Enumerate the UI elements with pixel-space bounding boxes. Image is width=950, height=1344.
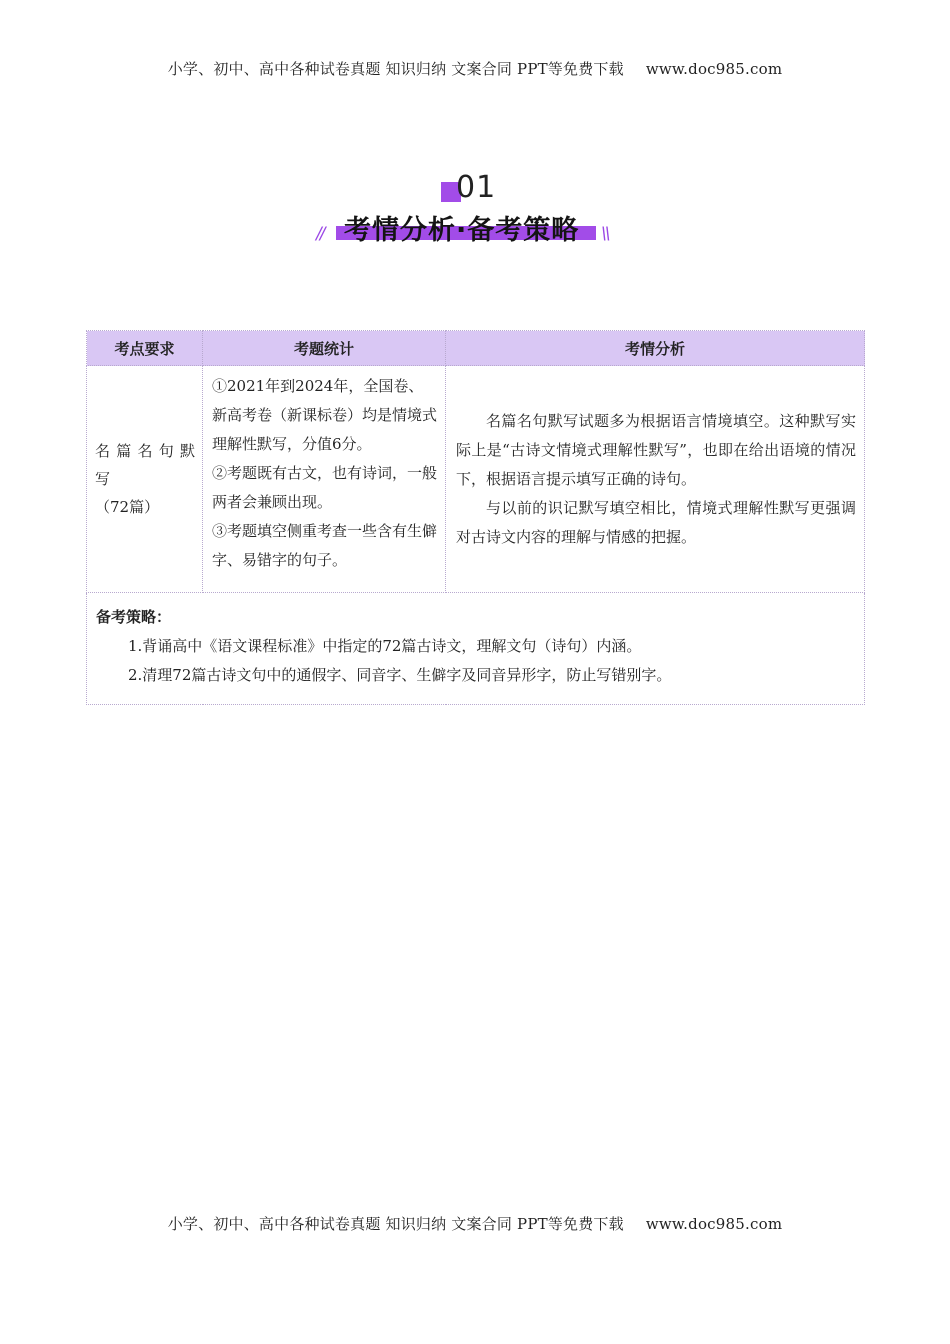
footer-url[interactable]: www.doc985.com	[645, 1215, 783, 1233]
page-header	[0, 58, 950, 79]
stat-item: ①2021年到2024年，全国卷、新高考卷（新课标卷）均是情境式理解性默写，分值6分。	[212, 377, 438, 453]
stat-item: ②考题既有古文，也有诗词，一般两者会兼顾出现。	[212, 464, 438, 511]
section-number: 01	[456, 170, 497, 205]
table-header-row	[87, 331, 865, 366]
footer-text: 小学、初中、高中各种试卷真题 知识归纳 文案合同 PPT等免费下载	[167, 1215, 624, 1233]
statistics-cell	[203, 366, 446, 593]
header-requirement: 考点要求	[87, 331, 203, 366]
table-row	[87, 366, 865, 593]
header-url[interactable]: www.doc985.com	[645, 60, 783, 78]
exam-analysis-table	[86, 330, 865, 705]
section-title	[310, 170, 610, 250]
header-statistics: 考题统计	[203, 331, 446, 366]
section-heading: 考情分析·备考策略	[344, 215, 580, 246]
requirement-label: 名篇名句默	[95, 442, 195, 460]
requirement-count: （72篇）	[95, 498, 160, 516]
analysis-cell	[446, 366, 865, 593]
strategy-cell	[87, 593, 865, 705]
page-footer	[0, 1213, 950, 1234]
strategy-item: 1.背诵高中《语文课程标准》中指定的72篇古诗文，理解文句（诗句）内涵。	[128, 637, 642, 655]
requirement-label-cont: 写	[95, 470, 111, 488]
stat-item: ③考题填空侧重考查一些含有生僻字、易错字的句子。	[212, 522, 438, 569]
strategy-title: 备考策略：	[96, 608, 172, 626]
requirement-cell	[87, 366, 203, 593]
strategy-item: 2.清理72篇古诗文句中的通假字、同音字、生僻字及同音异形字，防止写错别字。	[128, 666, 672, 684]
strategy-row	[87, 593, 865, 705]
analysis-paragraph: 与以前的识记默写填空相比，情境式理解性默写更强调对古诗文内容的理解与情感的把握。	[456, 498, 856, 546]
analysis-paragraph: 名篇名句默写试题多为根据语言情境填空。这种默写实际上是“古诗文情境式理解性默写”，也即在给出语境的情况下，根据语言提示填写正确的诗句。	[456, 411, 856, 488]
right-slash-decoration: \\	[601, 224, 609, 244]
header-analysis: 考情分析	[446, 331, 865, 366]
header-text: 小学、初中、高中各种试卷真题 知识归纳 文案合同 PPT等免费下载	[167, 60, 624, 78]
left-slash-decoration: //	[316, 224, 324, 244]
